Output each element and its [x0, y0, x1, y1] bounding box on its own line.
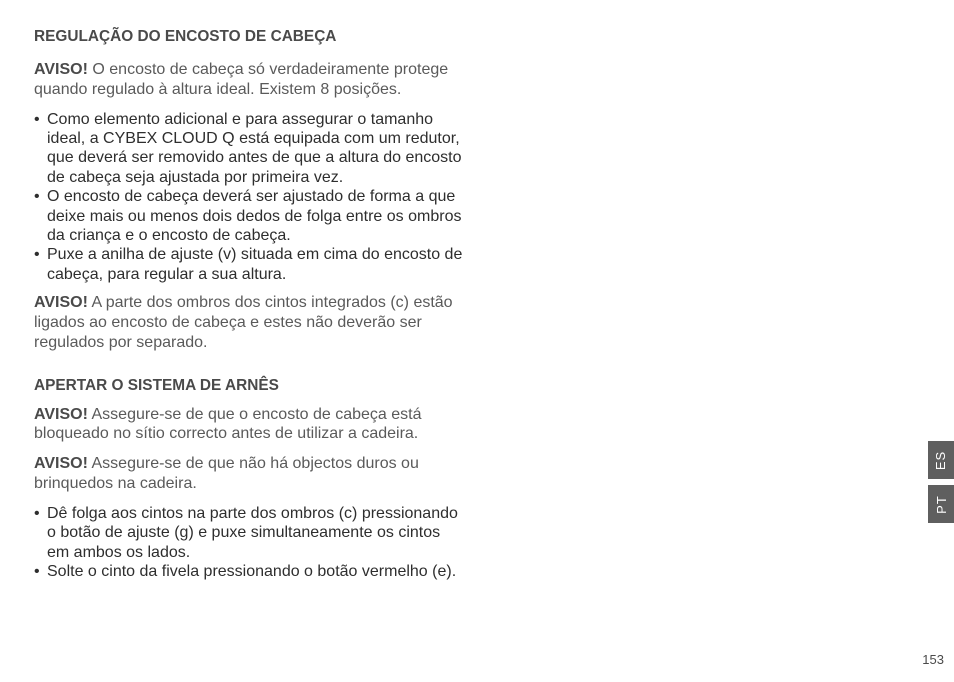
warning-text: A parte dos ombros dos cintos integrados (c) estão ligados ao encosto de cabeça e estes não deverão ser regulados por separado. [34, 294, 453, 351]
page-number: 153 [922, 652, 944, 667]
warning-text: Assegure-se de que não há objectos duros ou brinquedos na cadeira. [34, 455, 419, 493]
warning-text: O encosto de cabeça só verdadeiramente protege quando regulado à altura ideal. Existem 8 posições. [34, 61, 449, 98]
warning-label: AVISO! [34, 455, 88, 473]
language-tab-label: PT [933, 494, 949, 514]
warning-note [34, 60, 466, 100]
list-item-text: Como elemento adicional e para assegurar o tamanho ideal, a CYBEX CLOUD Q está equipada com um redutor, que deverá ser removido antes de que a altura do encosto de cabeça seja ajustada por primeira vez. [47, 110, 462, 186]
list-item-text: Puxe a anilha de ajuste (v) situada em cima do encosto de cabeça, para regular a sua altura. [47, 246, 463, 283]
section-heading-harness: APERTAR O SISTEMA DE ARNÊS [34, 376, 279, 394]
list-item-text: Solte o cinto da fivela pressionando o botão vermelho (e). [47, 563, 457, 581]
warning-note [34, 454, 466, 494]
bullet-icon: • [34, 110, 40, 128]
language-tab-label: ES [933, 450, 949, 470]
bullet-list [34, 110, 466, 285]
list-item [34, 110, 466, 188]
warning-text: Assegure-se de que o encosto de cabeça está bloqueado no sítio correcto antes de utilizar a cadeira. [34, 405, 422, 443]
warning-label: AVISO! [34, 405, 88, 423]
list-item-text: Dê folga aos cintos na parte dos ombros (c) pressionando o botão de ajuste (g) e puxe simultaneamente os cintos em ambos os lados. [47, 504, 458, 561]
bullet-icon: • [34, 188, 40, 206]
bullet-icon: • [34, 504, 40, 522]
bullet-icon: • [34, 246, 40, 264]
warning-note [34, 405, 466, 445]
list-item-text: O encosto de cabeça deverá ser ajustado de forma a que deixe mais ou menos dois dedos de folga entre os ombros da criança e o encosto de cabeça. [47, 188, 462, 245]
text-column [34, 27, 466, 590]
language-tab-pt[interactable] [928, 485, 954, 523]
language-tab-es[interactable] [928, 441, 954, 479]
warning-label: AVISO! [34, 294, 88, 312]
warning-note [34, 293, 466, 352]
list-item [34, 245, 466, 284]
bullet-icon: • [34, 563, 40, 581]
list-item [34, 187, 466, 245]
list-item [34, 562, 466, 581]
warning-label: AVISO! [34, 61, 88, 78]
bullet-list [34, 504, 466, 582]
list-item [34, 504, 466, 562]
section-heading-headrest: REGULAÇÃO DO ENCOSTO DE CABEÇA [34, 28, 337, 45]
